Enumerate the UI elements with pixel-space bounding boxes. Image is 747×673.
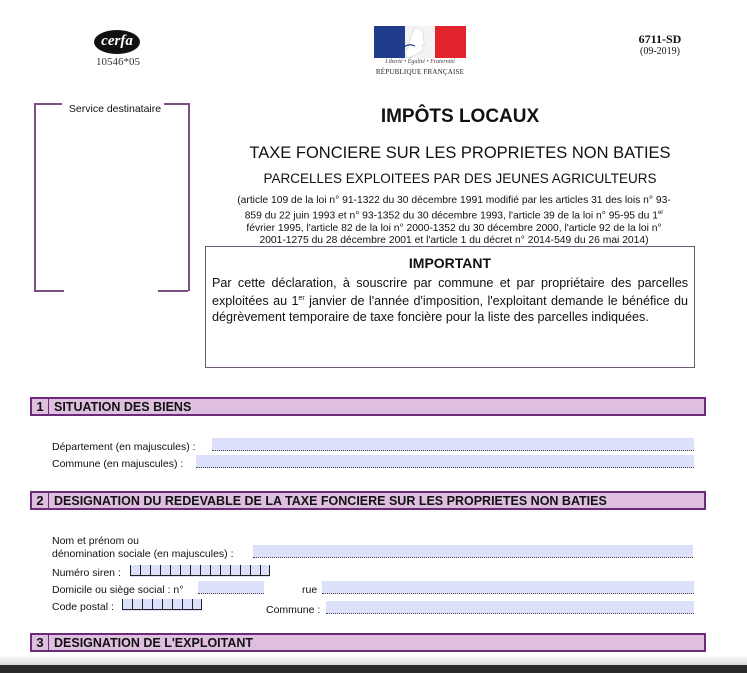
code-postal-label: Code postal : [52, 601, 114, 613]
commune2-field[interactable] [326, 601, 694, 614]
form-code: 6711-SD [638, 32, 682, 46]
siren-field[interactable] [130, 565, 270, 577]
commune-field[interactable] [196, 455, 694, 468]
legal-reference [204, 195, 704, 247]
viewer-bottom-bar [0, 665, 747, 673]
rue-field[interactable] [322, 581, 694, 594]
important-text-part: Par cette déclaration, à souscrire par commune et par propriétaire des parcelles exploitées au 1 [212, 276, 688, 309]
page-subtitle: TAXE FONCIERE SUR LES PROPRIETES NON BATIES [249, 144, 671, 162]
siren-label: Numéro siren : [52, 567, 121, 579]
page-subtitle-2: PARCELLES EXPLOITEES PAR DES JEUNES AGRICULTEURS [263, 171, 657, 186]
bracket-corner [34, 290, 64, 292]
departement-field[interactable] [212, 438, 694, 451]
important-text-part: janvier de l'année d'imposition, l'exploitant demande le bénéfice du dégrèvement temporaire de taxe foncière pour la liste des parcelles indiquées. [212, 294, 688, 325]
legal-line: (article 109 de la loi n° 91-1322 du 30 décembre 1991 modifié par les articles 31 des lois n° 93- [237, 195, 671, 206]
departement-label: Département (en majuscules) : [52, 441, 196, 453]
legal-line-text: 859 du 22 juin 1993 et n° 93-1352 du 30 décembre 1993, l'article 39 de la loi n° 95-95 du 1 [244, 210, 658, 222]
commune-label: Commune (en majuscules) : [52, 458, 184, 470]
section-title: DESIGNATION DU REDEVABLE DE LA TAXE FONCIERE SUR LES PROPRIETES NON BATIES [54, 493, 607, 508]
important-notice [205, 246, 695, 368]
page-title: IMPÔTS LOCAUX [380, 106, 540, 127]
republic-motto: Liberté • Égalité • Fraternité [385, 59, 455, 65]
important-title: IMPORTANT [408, 255, 492, 271]
nom-label-line2: dénomination sociale (en majuscules) : [52, 548, 234, 560]
code-postal-field[interactable] [122, 599, 202, 611]
section-title: SITUATION DES BIENS [54, 399, 192, 414]
service-destinataire-label: Service destinataire [68, 103, 162, 115]
section-header-1 [30, 397, 706, 416]
rue-label: rue [302, 584, 318, 596]
commune2-label: Commune : [266, 604, 321, 616]
bracket-corner [34, 103, 60, 105]
marianne-logo-icon [374, 26, 466, 58]
service-destinataire-box [34, 103, 190, 291]
important-text [212, 275, 688, 325]
section-number: 1 [32, 399, 49, 414]
legal-line: 2001-1275 du 28 décembre 2001 et l'article 1 du décret n° 2014-549 du 26 mai 2014) [259, 235, 649, 247]
legal-line: février 1995, l'article 82 de la loi n° 2000-1352 du 30 décembre 2000, l'article 92 de la loi n° [246, 222, 662, 234]
cerfa-number: 10546*05 [96, 56, 140, 68]
superscript: er [298, 295, 305, 302]
section-header-2 [30, 491, 706, 510]
form-date: (09-2019) [640, 46, 680, 57]
page-edge-shadow [0, 655, 747, 665]
section-title: DESIGNATION DE L'EXPLOITANT [54, 635, 254, 650]
domicile-label: Domicile ou siège social : n° [52, 584, 184, 596]
section-header-3 [30, 633, 706, 652]
section-number: 3 [32, 635, 49, 650]
nom-field[interactable] [253, 545, 693, 558]
nom-label-line1: Nom et prénom ou [52, 535, 139, 547]
domicile-number-field[interactable] [198, 581, 264, 594]
cerfa-logo: cerfa [94, 30, 140, 54]
republic-name: RÉPUBLIQUE FRANÇAISE [375, 68, 465, 76]
section-number: 2 [32, 493, 49, 508]
bracket-corner [158, 290, 188, 292]
superscript: er [657, 210, 664, 217]
legal-line [204, 207, 704, 223]
